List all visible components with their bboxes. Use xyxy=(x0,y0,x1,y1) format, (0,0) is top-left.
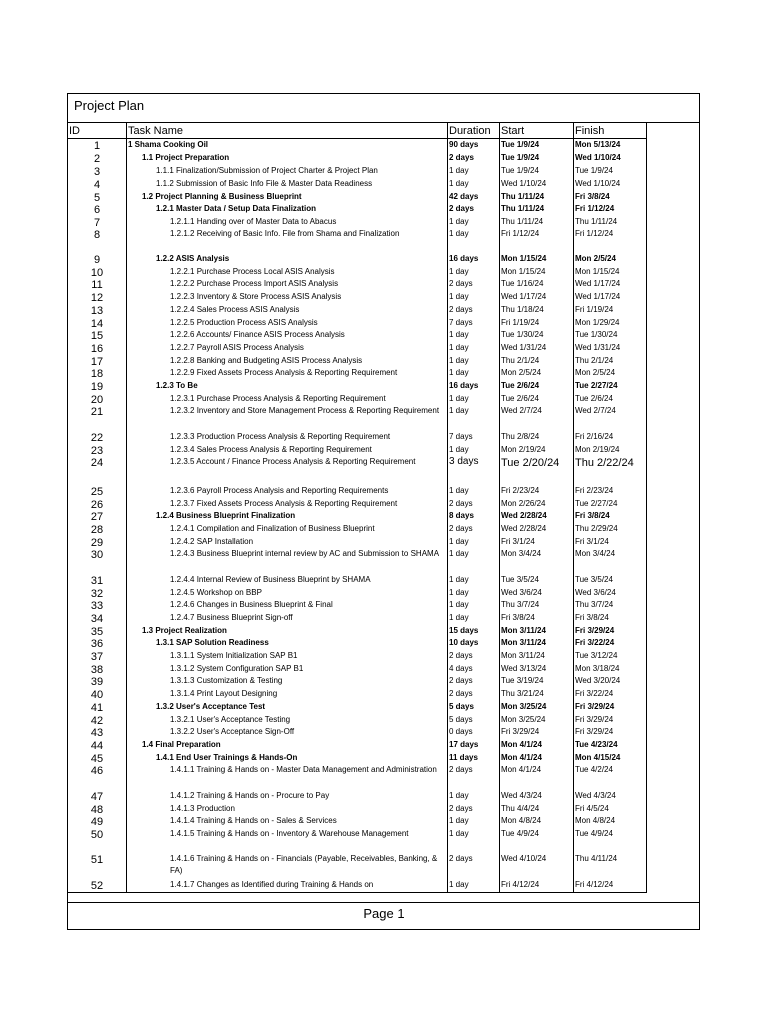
page-number: Page 1 xyxy=(363,906,405,921)
row-task-name: 1.2.4.1 Compilation and Finalization of Business Blueprint xyxy=(170,524,375,533)
row-id: 37 xyxy=(90,651,104,663)
row-task-name: 1.4.1.7 Changes as Identified during Training & Hands on xyxy=(170,880,374,889)
row-task-name: 1.1 Project Preparation xyxy=(142,153,230,162)
row-task-name: 1.4 Final Preparation xyxy=(142,740,221,749)
row-start: Tue 2/20/24 xyxy=(501,457,560,469)
header-task-name: Task Name xyxy=(128,125,184,137)
row-duration: 1 day xyxy=(449,816,469,825)
row-finish: Thu 2/1/24 xyxy=(575,356,614,365)
row-task-name: 1.2.3.3 Production Process Analysis & Reporting Requirement xyxy=(170,432,391,441)
row-task-name: 1.3.2.1 User's Acceptance Testing xyxy=(170,715,291,724)
row-id: 12 xyxy=(90,292,104,304)
row-finish: Fri 1/19/24 xyxy=(575,305,614,314)
row-finish: Tue 4/23/24 xyxy=(575,740,618,749)
row-task-name: 1.4.1.5 Training & Hands on - Inventory & Warehouse Management xyxy=(170,829,409,838)
row-finish: Thu 2/22/24 xyxy=(575,457,634,469)
row-finish: Fri 3/29/24 xyxy=(575,626,615,635)
row-id: 25 xyxy=(90,486,104,498)
row-duration: 3 days xyxy=(449,456,479,467)
row-id: 3 xyxy=(93,166,101,178)
row-duration: 1 day xyxy=(449,368,469,377)
row-start: Mon 4/1/24 xyxy=(501,740,542,749)
row-duration: 1 day xyxy=(449,179,469,188)
row-start: Thu 1/11/24 xyxy=(501,192,545,201)
row-id: 46 xyxy=(90,765,104,777)
row-start: Mon 3/25/24 xyxy=(501,715,546,724)
row-task-name: 1.3 Project Realization xyxy=(142,626,227,635)
row-finish: Fri 4/12/24 xyxy=(575,880,614,889)
row-finish: Wed 1/10/24 xyxy=(575,153,621,162)
row-finish: Fri 3/1/24 xyxy=(575,537,609,546)
row-duration: 90 days xyxy=(449,140,479,149)
row-finish: Mon 2/5/24 xyxy=(575,368,616,377)
row-finish: Fri 3/8/24 xyxy=(575,192,610,201)
row-start: Thu 1/18/24 xyxy=(501,305,544,314)
row-task-name: 1.2.2.5 Production Process ASIS Analysis xyxy=(170,318,318,327)
row-start: Mon 4/1/24 xyxy=(501,765,542,774)
row-id: 24 xyxy=(90,457,104,469)
row-id: 44 xyxy=(90,740,104,752)
row-duration: 8 days xyxy=(449,511,474,520)
page-title: Project Plan xyxy=(74,98,145,113)
row-start: Mon 4/8/24 xyxy=(501,816,542,825)
row-duration: 10 days xyxy=(449,638,479,647)
row-finish: Mon 4/15/24 xyxy=(575,753,621,762)
row-task-name: 1.4.1.2 Training & Hands on - Procure to Pay xyxy=(170,791,330,800)
row-id: 47 xyxy=(90,791,104,803)
row-duration: 1 day xyxy=(449,613,469,622)
row-duration: 2 days xyxy=(449,854,473,863)
row-duration: 2 days xyxy=(449,804,473,813)
row-start: Tue 3/5/24 xyxy=(501,575,539,584)
row-duration: 1 day xyxy=(449,217,469,226)
row-duration: 4 days xyxy=(449,664,473,673)
row-id: 29 xyxy=(90,537,104,549)
row-start: Tue 3/19/24 xyxy=(501,676,544,685)
row-finish: Thu 2/29/24 xyxy=(575,524,618,533)
row-start: Tue 1/16/24 xyxy=(501,279,544,288)
row-start: Wed 2/28/24 xyxy=(501,511,547,520)
row-duration: 42 days xyxy=(449,192,479,201)
row-duration: 2 days xyxy=(449,676,473,685)
row-start: Fri 1/12/24 xyxy=(501,229,540,238)
row-id: 27 xyxy=(90,511,104,523)
row-start: Wed 3/6/24 xyxy=(501,588,542,597)
row-duration: 2 days xyxy=(449,153,474,162)
row-start: Wed 4/3/24 xyxy=(501,791,542,800)
row-id: 51 xyxy=(90,854,104,866)
row-duration: 7 days xyxy=(449,432,473,441)
header-id: ID xyxy=(69,125,80,137)
row-id: 48 xyxy=(90,804,104,816)
row-start: Mon 2/19/24 xyxy=(501,445,546,454)
row-finish: Mon 2/19/24 xyxy=(575,445,620,454)
row-duration: 2 days xyxy=(449,279,473,288)
row-finish: Fri 3/29/24 xyxy=(575,727,614,736)
row-finish: Fri 3/22/24 xyxy=(575,689,614,698)
row-id: 17 xyxy=(90,356,104,368)
row-start: Fri 1/19/24 xyxy=(501,318,540,327)
row-id: 38 xyxy=(90,664,104,676)
row-start: Fri 3/29/24 xyxy=(501,727,540,736)
row-duration: 1 day xyxy=(449,394,469,403)
row-id: 19 xyxy=(90,381,104,393)
row-id: 4 xyxy=(93,179,101,191)
row-id: 2 xyxy=(93,153,101,165)
row-id: 22 xyxy=(90,432,104,444)
row-task-name: 1.1.1 Finalization/Submission of Project Charter & Project Plan xyxy=(156,166,378,175)
row-duration: 5 days xyxy=(449,702,474,711)
row-id: 16 xyxy=(90,343,104,355)
row-finish: Wed 3/6/24 xyxy=(575,588,616,597)
row-task-name: 1 Shama Cooking Oil xyxy=(128,140,209,149)
row-finish: Fri 1/12/24 xyxy=(575,204,615,213)
row-start: Mon 2/5/24 xyxy=(501,368,542,377)
row-task-name: 1.2.2.2 Purchase Process Import ASIS Analysis xyxy=(170,279,339,288)
row-task-name: 1.2.2.4 Sales Process ASIS Analysis xyxy=(170,305,300,314)
row-finish: Tue 2/27/24 xyxy=(575,499,618,508)
row-duration: 1 day xyxy=(449,356,469,365)
row-task-name: 1.2.4.5 Workshop on BBP xyxy=(170,588,262,597)
row-start: Fri 4/12/24 xyxy=(501,880,540,889)
row-task-name: 1.2.1 Master Data / Setup Data Finalization xyxy=(156,204,317,213)
row-task-name: 1.2.3.4 Sales Process Analysis & Reporting Requirement xyxy=(170,445,372,454)
header-finish: Finish xyxy=(575,125,605,137)
row-start: Wed 4/10/24 xyxy=(501,854,547,863)
row-finish: Thu 4/11/24 xyxy=(575,854,618,863)
row-finish: Mon 1/29/24 xyxy=(575,318,620,327)
row-task-name: 1.3.1.4 Print Layout Designing xyxy=(170,689,278,698)
row-task-name: 1.2.4.2 SAP Installation xyxy=(170,537,254,546)
row-task-name: 1.4.1.3 Production xyxy=(170,804,235,813)
row-task-name: 1.1.2 Submission of Basic Info File & Master Data Readiness xyxy=(156,179,373,188)
row-duration: 7 days xyxy=(449,318,473,327)
row-finish: Fri 3/29/24 xyxy=(575,702,615,711)
row-start: Thu 3/21/24 xyxy=(501,689,544,698)
row-finish: Wed 1/10/24 xyxy=(575,179,621,188)
row-finish: Mon 2/5/24 xyxy=(575,254,616,263)
row-finish: Wed 2/7/24 xyxy=(575,406,616,415)
row-duration: 1 day xyxy=(449,229,469,238)
row-id: 45 xyxy=(90,753,104,765)
row-duration: 15 days xyxy=(449,626,479,635)
row-start: Tue 1/9/24 xyxy=(501,140,540,149)
row-start: Mon 1/15/24 xyxy=(501,267,546,276)
row-id: 14 xyxy=(90,318,104,330)
row-id: 6 xyxy=(93,204,101,216)
row-finish: Fri 1/12/24 xyxy=(575,229,614,238)
row-start: Tue 2/6/24 xyxy=(501,381,540,390)
row-duration: 1 day xyxy=(449,829,469,838)
row-finish: Wed 1/31/24 xyxy=(575,343,621,352)
row-finish: Tue 2/27/24 xyxy=(575,381,618,390)
row-start: Thu 1/11/24 xyxy=(501,217,544,226)
row-start: Mon 2/26/24 xyxy=(501,499,546,508)
row-task-name: 1.2.3 To Be xyxy=(156,381,198,390)
row-duration: 2 days xyxy=(449,651,473,660)
row-task-name: 1.2.2.9 Fixed Assets Process Analysis & Reporting Requirement xyxy=(170,368,398,377)
row-task-name: 1.2.3.7 Fixed Assets Process Analysis & Reporting Requirement xyxy=(170,499,398,508)
row-finish: Mon 5/13/24 xyxy=(575,140,621,149)
row-start: Tue 2/6/24 xyxy=(501,394,539,403)
row-duration: 1 day xyxy=(449,445,469,454)
row-id: 52 xyxy=(90,880,104,892)
row-task-name: 1.3.1.2 System Configuration SAP B1 xyxy=(170,664,304,673)
row-start: Mon 3/11/24 xyxy=(501,638,546,647)
row-task-name: 1.2.3.1 Purchase Process Analysis & Reporting Requirement xyxy=(170,394,386,403)
row-duration: 1 day xyxy=(449,600,469,609)
row-id: 10 xyxy=(90,267,104,279)
row-finish: Fri 3/29/24 xyxy=(575,715,614,724)
row-id: 9 xyxy=(93,254,101,266)
header-start: Start xyxy=(501,125,525,137)
row-start: Fri 3/1/24 xyxy=(501,537,535,546)
row-finish: Mon 4/8/24 xyxy=(575,816,616,825)
row-task-name: 1.2.4.6 Changes in Business Blueprint & Final xyxy=(170,600,333,609)
row-start: Thu 2/8/24 xyxy=(501,432,540,441)
row-start: Wed 2/7/24 xyxy=(501,406,542,415)
row-duration: 1 day xyxy=(449,486,469,495)
row-finish: Mon 3/4/24 xyxy=(575,549,616,558)
row-start: Wed 1/31/24 xyxy=(501,343,547,352)
row-start: Tue 1/30/24 xyxy=(501,330,544,339)
row-start: Thu 1/11/24 xyxy=(501,204,545,213)
row-start: Tue 1/9/24 xyxy=(501,153,540,162)
row-finish: Wed 4/3/24 xyxy=(575,791,616,800)
row-duration: 1 day xyxy=(449,549,469,558)
row-start: Thu 2/1/24 xyxy=(501,356,540,365)
row-task-name: 1.2.2.3 Inventory & Store Process ASIS Analysis xyxy=(170,292,342,301)
row-id: 35 xyxy=(90,626,104,638)
row-start: Mon 3/11/24 xyxy=(501,651,545,660)
row-id: 7 xyxy=(93,217,101,229)
row-id: 36 xyxy=(90,638,104,650)
row-finish: Mon 3/18/24 xyxy=(575,664,620,673)
row-id: 8 xyxy=(93,229,101,241)
row-id: 20 xyxy=(90,394,104,406)
row-duration: 1 day xyxy=(449,292,469,301)
row-task-name: 1.2.4.4 Internal Review of Business Blueprint by SHAMA xyxy=(170,575,371,584)
row-task-name: 1.2 Project Planning & Business Blueprint xyxy=(142,192,302,201)
row-duration: 1 day xyxy=(449,267,469,276)
row-id: 34 xyxy=(90,613,104,625)
row-task-name: 1.4.1.6 Training & Hands on - Financials (Payable, Receivables, Banking, & FA) xyxy=(170,854,438,875)
row-finish: Tue 2/6/24 xyxy=(575,394,613,403)
row-task-name: 1.2.3.5 Account / Finance Process Analysis & Reporting Requirement xyxy=(170,457,416,466)
row-duration: 2 days xyxy=(449,204,474,213)
row-id: 30 xyxy=(90,549,104,561)
row-id: 50 xyxy=(90,829,104,841)
row-id: 43 xyxy=(90,727,104,739)
row-task-name: 1.2.2.7 Payroll ASIS Process Analysis xyxy=(170,343,304,352)
row-id: 40 xyxy=(90,689,104,701)
row-id: 23 xyxy=(90,445,104,457)
row-id: 18 xyxy=(90,368,104,380)
row-duration: 1 day xyxy=(449,791,469,800)
row-duration: 1 day xyxy=(449,343,469,352)
row-finish: Fri 2/16/24 xyxy=(575,432,614,441)
row-id: 28 xyxy=(90,524,104,536)
row-start: Wed 1/17/24 xyxy=(501,292,547,301)
row-start: Mon 3/4/24 xyxy=(501,549,542,558)
row-finish: Tue 1/9/24 xyxy=(575,166,613,175)
row-duration: 2 days xyxy=(449,765,473,774)
row-id: 42 xyxy=(90,715,104,727)
header-duration: Duration xyxy=(449,125,491,137)
row-start: Wed 1/10/24 xyxy=(501,179,547,188)
row-duration: 11 days xyxy=(449,753,478,762)
row-finish: Tue 3/12/24 xyxy=(575,651,618,660)
row-finish: Fri 2/23/24 xyxy=(575,486,614,495)
row-task-name: 1.2.3.6 Payroll Process Analysis and Reporting Requirements xyxy=(170,486,389,495)
row-duration: 2 days xyxy=(449,499,473,508)
row-finish: Fri 3/22/24 xyxy=(575,638,615,647)
row-duration: 2 days xyxy=(449,689,473,698)
footer-divider xyxy=(67,902,700,903)
row-finish: Fri 3/8/24 xyxy=(575,511,610,520)
row-finish: Tue 4/2/24 xyxy=(575,765,613,774)
row-id: 1 xyxy=(93,140,101,152)
row-id: 39 xyxy=(90,676,104,688)
row-duration: 16 days xyxy=(449,254,479,263)
row-task-name: 1.2.1.2 Receiving of Basic Info. File from Shama and Finalization xyxy=(170,229,400,238)
row-task-name: 1.2.1.1 Handing over of Master Data to Abacus xyxy=(170,217,337,226)
row-finish: Thu 1/11/24 xyxy=(575,217,618,226)
row-id: 5 xyxy=(93,192,101,204)
row-duration: 2 days xyxy=(449,305,473,314)
row-task-name: 1.2.3.2 Inventory and Store Management Process & Reporting Requirement xyxy=(170,406,440,415)
row-start: Mon 3/11/24 xyxy=(501,626,546,635)
row-finish: Tue 1/30/24 xyxy=(575,330,618,339)
row-finish: Wed 1/17/24 xyxy=(575,279,621,288)
row-task-name: 1.2.4.3 Business Blueprint internal review by AC and Submission to SHAMA xyxy=(170,549,440,558)
row-id: 26 xyxy=(90,499,104,511)
row-id: 32 xyxy=(90,588,104,600)
row-id: 33 xyxy=(90,600,104,612)
row-start: Mon 4/1/24 xyxy=(501,753,542,762)
row-start: Tue 4/9/24 xyxy=(501,829,539,838)
row-duration: 16 days xyxy=(449,381,479,390)
row-task-name: 1.3.1.3 Customization & Testing xyxy=(170,676,283,685)
row-duration: 1 day xyxy=(449,406,469,415)
row-duration: 17 days xyxy=(449,740,479,749)
row-finish: Tue 3/5/24 xyxy=(575,575,613,584)
row-finish: Wed 3/20/24 xyxy=(575,676,621,685)
row-task-name: 1.3.2.2 User's Acceptance Sign-Off xyxy=(170,727,295,736)
row-finish: Thu 3/7/24 xyxy=(575,600,614,609)
row-id: 13 xyxy=(90,305,104,317)
row-task-name: 1.3.1.1 System Initialization SAP B1 xyxy=(170,651,298,660)
row-start: Thu 3/7/24 xyxy=(501,600,540,609)
row-duration: 2 days xyxy=(449,524,473,533)
row-id: 11 xyxy=(91,279,103,291)
row-task-name: 1.4.1 End User Trainings & Hands-On xyxy=(156,753,298,762)
row-task-name: 1.4.1.1 Training & Hands on - Master Data Management and Administration xyxy=(170,765,437,774)
row-id: 21 xyxy=(90,406,104,418)
row-task-name: 1.2.4 Business Blueprint Finalization xyxy=(156,511,296,520)
row-task-name: 1.2.4.7 Business Blueprint Sign-off xyxy=(170,613,293,622)
row-duration: 1 day xyxy=(449,537,469,546)
row-task-name: 1.2.2.8 Banking and Budgeting ASIS Process Analysis xyxy=(170,356,363,365)
row-task-name: 1.2.2.6 Accounts/ Finance ASIS Process Analysis xyxy=(170,330,345,339)
row-duration: 0 days xyxy=(449,727,473,736)
row-finish: Fri 4/5/24 xyxy=(575,804,609,813)
row-start: Mon 3/25/24 xyxy=(501,702,547,711)
row-finish: Fri 3/8/24 xyxy=(575,613,609,622)
row-task-name: 1.3.2 User's Acceptance Test xyxy=(156,702,266,711)
row-start: Wed 3/13/24 xyxy=(501,664,547,673)
row-start: Wed 2/28/24 xyxy=(501,524,547,533)
row-duration: 1 day xyxy=(449,330,469,339)
row-task-name: 1.2.2 ASIS Analysis xyxy=(156,254,230,263)
row-task-name: 1.2.2.1 Purchase Process Local ASIS Analysis xyxy=(170,267,335,276)
row-duration: 1 day xyxy=(449,575,469,584)
row-finish: Tue 4/9/24 xyxy=(575,829,613,838)
row-id: 41 xyxy=(90,702,104,714)
row-start: Mon 1/15/24 xyxy=(501,254,547,263)
row-task-name: 1.3.1 SAP Solution Readiness xyxy=(156,638,269,647)
row-start: Thu 4/4/24 xyxy=(501,804,540,813)
row-finish: Mon 1/15/24 xyxy=(575,267,620,276)
row-duration: 1 day xyxy=(449,880,469,889)
row-start: Fri 3/8/24 xyxy=(501,613,535,622)
row-start: Tue 1/9/24 xyxy=(501,166,539,175)
row-duration: 1 day xyxy=(449,588,469,597)
row-finish: Wed 1/17/24 xyxy=(575,292,621,301)
row-id: 15 xyxy=(90,330,104,342)
row-id: 31 xyxy=(90,575,104,587)
row-duration: 5 days xyxy=(449,715,473,724)
row-id: 49 xyxy=(90,816,104,828)
row-start: Fri 2/23/24 xyxy=(501,486,540,495)
row-task-name: 1.4.1.4 Training & Hands on - Sales & Services xyxy=(170,816,337,825)
row-duration: 1 day xyxy=(449,166,469,175)
